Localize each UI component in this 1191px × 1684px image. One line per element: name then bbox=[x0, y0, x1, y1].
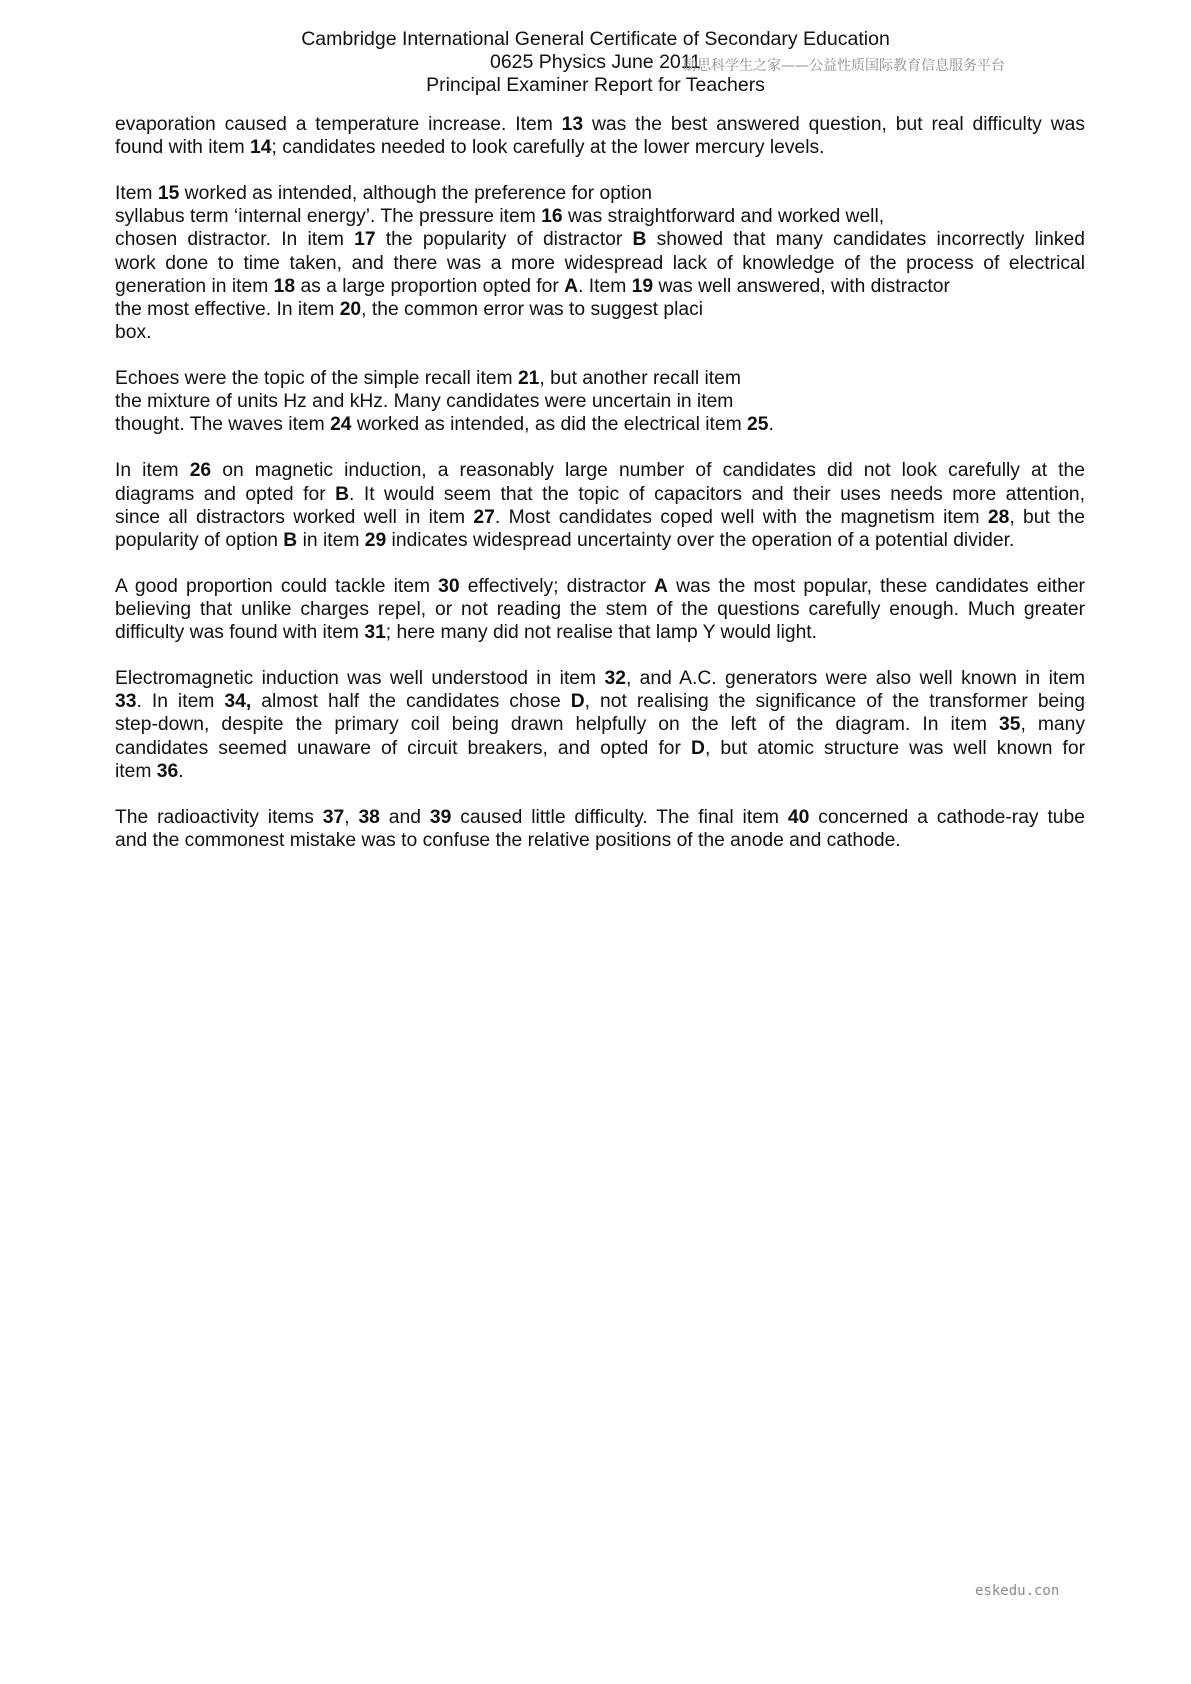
text-run: in item bbox=[297, 529, 365, 551]
text-run: , not realising the significance of the transformer being bbox=[584, 691, 1085, 713]
text-line bbox=[115, 298, 1085, 321]
text-run: was the most popular, these candidates either bbox=[667, 575, 1085, 597]
text-run: as a large proportion opted for bbox=[295, 275, 565, 297]
text-line bbox=[115, 529, 1085, 552]
text-run: A good proportion could tackle item bbox=[115, 575, 439, 597]
text-run: . It would seem that the topic of capacitors and their uses needs more attention, bbox=[349, 483, 1085, 505]
text-line bbox=[115, 737, 1085, 760]
bold-item-ref: B bbox=[283, 529, 298, 551]
text-line bbox=[115, 182, 1085, 205]
text-run: showed that many candidates incorrectly linked bbox=[646, 229, 1085, 251]
text-line bbox=[115, 667, 1085, 690]
text-run: evaporation caused a temperature increase. Item bbox=[115, 114, 562, 135]
text-run: generation in item bbox=[115, 275, 274, 297]
bold-item-ref: A bbox=[564, 275, 579, 297]
text-run: was the best answered question, but real difficulty was bbox=[583, 114, 1085, 135]
text-run: the most effective. In item bbox=[115, 298, 340, 320]
text-line bbox=[115, 413, 1085, 436]
bold-item-ref: 37 bbox=[322, 806, 345, 828]
text-run: indicates widespread uncertainty over the operation of a potential divider. bbox=[386, 529, 1015, 551]
bold-item-ref: 18 bbox=[273, 275, 296, 297]
bold-item-ref: 14 bbox=[250, 137, 272, 159]
bold-item-ref: 29 bbox=[364, 529, 387, 551]
text-run: ; here many did not realise that lamp Y would light. bbox=[385, 622, 818, 644]
text-line bbox=[115, 367, 1085, 390]
watermark-bottom: eskedu.con bbox=[975, 1583, 1060, 1599]
bold-item-ref: 24 bbox=[330, 414, 352, 436]
bold-item-ref: 32 bbox=[604, 668, 626, 690]
text-run: diagrams and opted for bbox=[115, 483, 336, 505]
text-run: The radioactivity items bbox=[115, 806, 323, 828]
bold-item-ref: 21 bbox=[517, 368, 540, 390]
text-line bbox=[115, 390, 1085, 413]
text-run: Electromagnetic induction was well understood in item bbox=[115, 668, 605, 690]
text-run: almost half the candidates chose bbox=[251, 691, 571, 713]
bold-item-ref: 30 bbox=[438, 575, 460, 597]
text-run: thought. The waves item bbox=[115, 414, 331, 436]
text-line bbox=[115, 459, 1085, 482]
paragraph bbox=[115, 367, 1085, 436]
bold-item-ref: 13 bbox=[561, 114, 584, 135]
text-line bbox=[115, 713, 1085, 736]
header-title: Cambridge International General Certificate of Secondary Education bbox=[301, 28, 890, 50]
text-run: , many bbox=[1020, 714, 1085, 736]
text-run: , and A.C. generators were also well known in item bbox=[625, 668, 1086, 690]
text-line bbox=[115, 575, 1085, 598]
text-run: . bbox=[768, 414, 774, 436]
text-run: In item bbox=[115, 460, 190, 482]
text-run: , bbox=[344, 806, 359, 828]
text-run: , but the bbox=[1009, 506, 1085, 528]
text-run: , but another recall item bbox=[539, 368, 741, 390]
text-run: the mixture of units Hz and kHz. Many candidates were uncertain in item bbox=[115, 391, 734, 413]
bold-item-ref: 19 bbox=[631, 275, 654, 297]
text-run: caused little difficulty. The final item bbox=[451, 806, 788, 828]
text-run: . Most candidates coped well with the magnetism item bbox=[494, 506, 988, 528]
text-line bbox=[115, 252, 1085, 275]
text-run: . bbox=[178, 760, 184, 782]
paragraph bbox=[115, 182, 1085, 344]
text-run: found with item bbox=[115, 137, 251, 159]
text-run: ; candidates needed to look carefully at the lower mercury levels. bbox=[271, 137, 825, 159]
text-line bbox=[115, 598, 1085, 621]
paragraph bbox=[115, 667, 1085, 782]
text-run: difficulty was found with item bbox=[115, 622, 365, 644]
text-run: believing that unlike charges repel, or not reading the stem of the questions carefully enough. Much greater bbox=[115, 598, 1085, 620]
bold-item-ref: 31 bbox=[364, 622, 386, 644]
bold-item-ref: 38 bbox=[358, 806, 380, 828]
text-run: was well answered, with distractor bbox=[653, 275, 950, 297]
text-run: . Item bbox=[578, 275, 632, 297]
paragraph bbox=[115, 575, 1085, 644]
text-run: was straightforward and worked well, bbox=[562, 206, 885, 228]
text-run: Echoes were the topic of the simple recall item bbox=[115, 368, 518, 390]
text-run: and bbox=[379, 806, 430, 828]
paragraph bbox=[115, 459, 1085, 551]
text-line bbox=[115, 806, 1085, 829]
bold-item-ref: 35 bbox=[998, 714, 1021, 736]
text-run: worked as intended, although the preference for option bbox=[179, 183, 653, 205]
text-run: item bbox=[115, 760, 157, 782]
bold-item-ref: B bbox=[632, 229, 647, 251]
text-line bbox=[115, 760, 1085, 783]
bold-item-ref: 39 bbox=[429, 806, 452, 828]
bold-item-ref: 40 bbox=[787, 806, 810, 828]
header-subject: 0625 Physics June 2011 bbox=[489, 51, 702, 73]
bold-item-ref: 36 bbox=[156, 760, 179, 782]
bold-item-ref: 33 bbox=[115, 691, 137, 713]
bold-item-ref: 16 bbox=[541, 206, 563, 228]
text-run: , the common error was to suggest placi bbox=[361, 298, 704, 320]
text-line bbox=[115, 205, 1085, 228]
watermark-top: 励思科学生之家——公益性质国际教育信息服务平台 bbox=[683, 58, 1005, 74]
text-run: concerned a cathode-ray tube bbox=[809, 806, 1085, 828]
text-run: since all distractors worked well in item bbox=[115, 506, 474, 528]
text-run: . In item bbox=[136, 691, 225, 713]
text-run: worked as intended, as did the electrical item bbox=[351, 414, 748, 436]
bold-item-ref: 20 bbox=[339, 298, 362, 320]
paragraph bbox=[115, 113, 1085, 159]
page-header bbox=[0, 28, 1191, 97]
text-run: on magnetic induction, a reasonably large number of candidates did not look carefully at the bbox=[211, 460, 1085, 482]
text-run: and the commonest mistake was to confuse the relative positions of the anode and cathode. bbox=[115, 829, 901, 851]
bold-item-ref: 25 bbox=[747, 414, 769, 436]
text-run: box. bbox=[115, 321, 152, 343]
text-run: the popularity of distractor bbox=[375, 229, 633, 251]
report-body bbox=[115, 113, 1085, 875]
text-line bbox=[115, 228, 1085, 251]
bold-item-ref: D bbox=[691, 737, 705, 759]
text-line bbox=[115, 621, 1085, 644]
text-run: step-down, despite the primary coil being drawn helpfully on the left of the diagram. In item bbox=[115, 714, 999, 736]
text-line bbox=[115, 829, 1085, 852]
text-run: chosen distractor. In item bbox=[115, 229, 355, 251]
bold-item-ref: D bbox=[570, 691, 585, 713]
text-run: syllabus term ‘internal energy’. The pressure item bbox=[115, 206, 542, 228]
bold-item-ref: 27 bbox=[473, 506, 495, 528]
text-line bbox=[115, 483, 1085, 506]
paragraph bbox=[115, 806, 1085, 852]
text-line bbox=[115, 321, 1085, 344]
text-line bbox=[115, 275, 1085, 298]
text-run: Item bbox=[115, 183, 158, 205]
bold-item-ref: 34, bbox=[224, 691, 252, 713]
bold-item-ref: B bbox=[335, 483, 350, 505]
bold-item-ref: A bbox=[654, 575, 668, 597]
text-line bbox=[115, 506, 1085, 529]
header-report-title: Principal Examiner Report for Teachers bbox=[426, 74, 765, 96]
text-line bbox=[115, 113, 1085, 136]
bold-item-ref: 17 bbox=[354, 229, 376, 251]
text-run: popularity of option bbox=[115, 529, 284, 551]
text-run: work done to time taken, and there was a more widespread lack of knowledge of the process of electrical bbox=[115, 252, 1085, 274]
text-line bbox=[115, 690, 1085, 713]
bold-item-ref: 28 bbox=[987, 506, 1010, 528]
text-run: , but atomic structure was well known for bbox=[704, 737, 1085, 759]
text-run: effectively; distractor bbox=[459, 575, 655, 597]
text-run: candidates seemed unaware of circuit breakers, and opted for bbox=[115, 737, 691, 759]
text-line bbox=[115, 136, 1085, 159]
bold-item-ref: 26 bbox=[189, 460, 212, 482]
bold-item-ref: 15 bbox=[157, 183, 180, 205]
